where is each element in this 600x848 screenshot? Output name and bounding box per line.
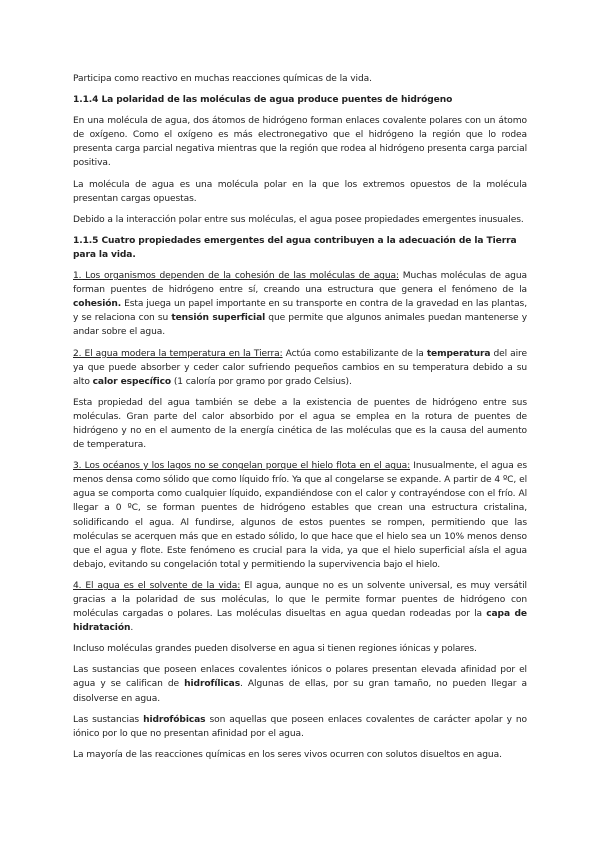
term-surface-tension: tensión superficial [171,313,266,324]
large-molecules-paragraph: Incluso moléculas grandes pueden disolverse en agua si tienen regiones iónicas y polares. [73,644,477,655]
heat-paragraph: Esta propiedad del agua también se debe a la existencia de puentes de hidrógeno entre sus moléculas. Gran parte del calor absorbido por el agua se emplea en la rotura de puentes de hidrógeno y no en el aumento de la energía cinética de las moléculas que es la causa del aumento de temperatura. [73,397,527,451]
term-cohesion: cohesión. [73,299,122,310]
property-2-text-a: Actúa como estabilizante de la [282,348,427,359]
property-4-text-b: . [130,623,134,634]
hydrophobic-text-b: son aquellas que poseen enlaces covalentes de carácter apolar y no iónico por lo que no presentan afinidad por el agua. [73,714,527,739]
property-2-temperature [73,347,527,389]
polarity-paragraph-2: La molécula de agua es una molécula polar en la que los extremos opuestos de la molécula presentan cargas opuestas. [73,179,527,204]
property-2-text-b: del aire ya que puede absorber y ceder calor sufriendo pequeños cambios en su temperatura debido a su alto [73,348,527,387]
property-3-ice-floats [73,459,527,572]
hydrophilic-paragraph [73,663,527,705]
hydrophilic-text-b: . Algunas de ellas, por su gran tamaño, no pueden llegar a disolverse en agua. [73,679,527,704]
property-1-text-c: que permite que algunos animales puedan mantenerse y andar sobre el agua. [73,313,528,338]
term-hydration-shell: capa de hidratación [73,609,527,634]
final-paragraph: La mayoría de las reacciones químicas en los seres vivos ocurren con solutos disueltos en agua. [73,749,502,760]
hydrophilic-text-a: Las sustancias que poseen enlaces covalentes iónicos o polares presentan elevada afinidad por el agua y se califican de [73,665,527,690]
section-heading-1-1-4: 1.1.4 La polaridad de las moléculas de agua produce puentes de hidrógeno [73,95,453,106]
property-1-text-a: Muchas moléculas de agua forman puentes de hidrógeno entre sí, creando una estructura que genera el fenómeno de la [73,271,527,296]
polarity-paragraph-1: En una molécula de agua, dos átomos de hidrógeno forman enlaces covalente polares con un átomo de oxígeno. Como el oxígeno es más electronegativo que el hidrógeno la región que lo rodea presenta carga parcial negativa mientras que la región que rodea al hidrógeno presenta carga parcial positiva. [73,116,527,169]
term-hydrophobic: hidrofóbicas [143,714,206,725]
property-3-heading: 3. Los océanos y los lagos no se congelan porque el hielo flota en el agua: [73,461,411,472]
property-1-heading: 1. Los organismos dependen de la cohesión de las moléculas de agua: [73,271,399,282]
property-4-solvent [73,579,527,635]
property-3-text: Inusualmente, el agua es menos densa como sólido que como líquido frío. Ya que al congelarse se expande. A partir de 4 ºC, el agua se comporta como cualquier líquido, expandiéndose con el calor y contrayéndose con el frío. Al llegar a 0 ºC, se forman puentes de hidrógeno estables que crean una estructura cristalina, solidificando el agua. Al fundirse, algunos de estos puentes se rompen, permitiendo que las moléculas se acerquen más que en estado sólido, lo que hace que el hielo sea un 10% menos denso que el agua y flote. Este fenómeno es crucial para la vida, ya que el hielo superficial aísla el agua debajo, evitando su congelación total y permitiendo la supervivencia bajo el hielo. [73,461,528,570]
term-specific-heat: calor específico [92,376,172,387]
property-1-text-b: Esta juega un papel importante en su transporte en contra de la gravedad en las plantas, y se relaciona con su [73,299,527,324]
polarity-paragraph-3: Debido a la interacción polar entre sus moléculas, el agua posee propiedades emergentes inusuales. [73,214,524,225]
section-heading-1-1-5: 1.1.5 Cuatro propiedades emergentes del agua contribuyen a la adecuación de la Tierra para la vida. [73,235,517,260]
term-temperature: temperatura [426,348,491,359]
property-2-text-c: (1 caloría por gramo por grado Celsius). [171,376,352,387]
property-4-heading: 4. El agua es el solvente de la vida: [73,580,241,591]
term-hydrophilic: hidrofílicas [184,679,241,690]
hydrophobic-paragraph [73,713,527,741]
property-4-text-a: El agua, aunque no es un solvente universal, es muy versátil gracias a la polaridad de sus moléculas, lo que le permite formar puentes de hidrógeno con moléculas cargadas o polares. Las moléculas disueltas en agua quedan rodeadas por la [73,580,527,620]
hydrophobic-text-a: Las sustancias [73,714,144,725]
intro-paragraph: Participa como reactivo en muchas reacciones químicas de la vida. [73,74,372,84]
property-1-cohesion [73,269,527,339]
property-2-heading: 2. El agua modera la temperatura en la Tierra: [73,348,283,359]
